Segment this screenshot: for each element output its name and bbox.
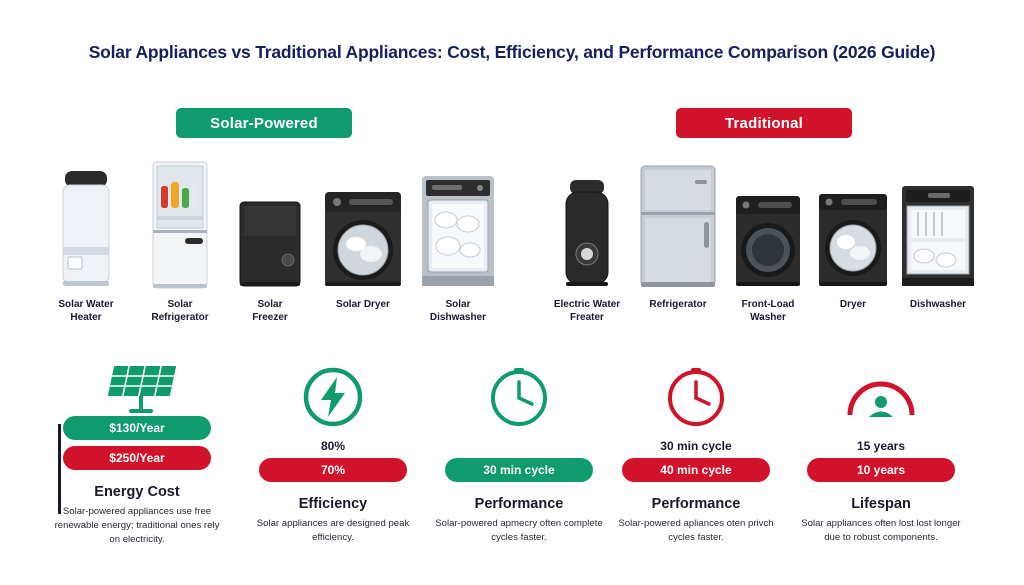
chart-axis-line	[58, 424, 61, 514]
lifespan-solar-value: 15 years	[856, 439, 906, 453]
appliance-label: Solar Refrigerator	[151, 299, 209, 323]
energy-cost-solar-value: $130/Year	[63, 416, 211, 440]
metric-description: Solar appliances often lost lost longer due to robust components.	[801, 518, 961, 543]
metric-efficiency	[238, 360, 428, 545]
metric-energy-cost	[42, 360, 232, 547]
appliance-solar-dishwasher	[403, 160, 513, 324]
energy-cost-traditional-value: $250/Year	[63, 446, 211, 470]
metric-title: Energy Cost	[94, 484, 180, 500]
dishwasher-icon	[403, 160, 513, 290]
metric-description: Solar-powered apmecry often complete cycles faster.	[435, 518, 603, 543]
metric-title: Performance	[651, 496, 741, 512]
performance-solar-value: 30 min cycle	[445, 458, 593, 482]
appliance-label: Solar Freezer	[252, 299, 288, 323]
efficiency-solar-value: 80%	[320, 439, 346, 453]
metric-lifespan	[786, 360, 976, 545]
metric-title: Performance	[474, 496, 564, 512]
lifespan-gauge-icon	[786, 360, 976, 434]
appliance-label: Refrigerator	[649, 299, 707, 310]
metric-description: Solar-powered apliances oten privch cycles faster.	[618, 518, 774, 543]
metric-title: Efficiency	[298, 496, 368, 512]
appliance-label: Solar Dryer	[336, 299, 390, 310]
metric-performance-traditional	[601, 360, 791, 545]
appliance-label: Solar Water Heater	[58, 299, 114, 323]
lightning-bolt-icon	[238, 360, 428, 434]
performance-solar-value: 30 min cycle	[660, 439, 732, 453]
page-title: Solar Appliances vs Traditional Appliances: Cost, Efficiency, and Performance Comparison (2026 Guide)	[88, 42, 936, 62]
metric-description: Solar appliances are designed peak efficiency.	[256, 518, 410, 543]
appliance-label: Solar Dishwasher	[429, 299, 487, 323]
banner-traditional-label: Traditional	[724, 114, 804, 132]
banner-solar-label: Solar-Powered	[210, 114, 318, 132]
appliance-label: Dryer	[839, 299, 867, 310]
banner-solar-powered	[176, 108, 352, 138]
appliance-solar-dryer	[308, 160, 418, 312]
solar-panel-icon	[42, 360, 232, 416]
appliance-label: Dishwasher	[909, 299, 967, 310]
metric-performance-solar	[424, 360, 614, 545]
appliance-dishwasher	[883, 160, 993, 312]
banner-traditional	[676, 108, 852, 138]
clock-red-icon	[601, 360, 791, 434]
appliance-label: Electric Water Freater	[553, 299, 621, 323]
performance-traditional-value: 40 min cycle	[622, 458, 770, 482]
lifespan-traditional-value: 10 years	[807, 458, 955, 482]
appliance-label: Front-Load Washer	[741, 299, 795, 323]
energy-cost-bars	[42, 416, 232, 470]
metric-title: Lifespan	[851, 496, 911, 512]
metric-description: Solar-powered appliances use free renewable energy; traditional ones rely on electricity.	[54, 506, 220, 545]
clock-green-icon	[424, 360, 614, 434]
dishwasher-icon	[883, 160, 993, 290]
performance-spacer	[424, 434, 614, 458]
efficiency-traditional-value: 70%	[259, 458, 407, 482]
dryer-icon	[308, 160, 418, 290]
chart-axis-base	[58, 511, 61, 514]
